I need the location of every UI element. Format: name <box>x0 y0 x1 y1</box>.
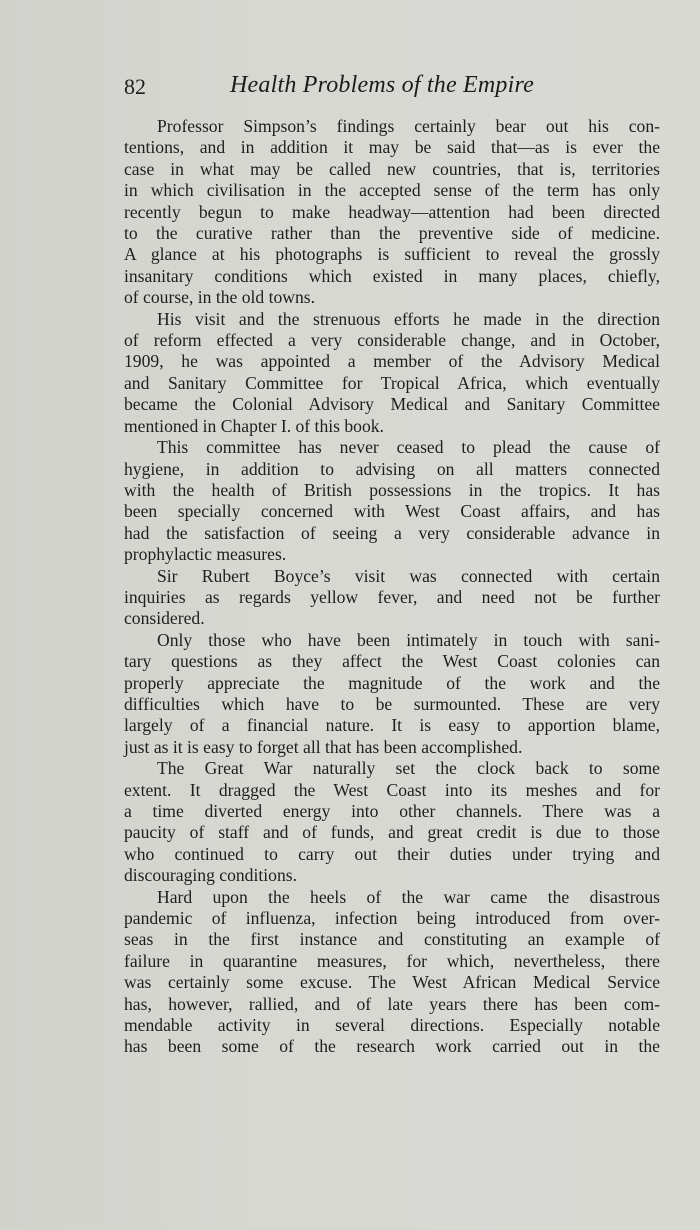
paragraph <box>124 116 660 309</box>
text-line: considered. <box>124 608 205 629</box>
text-line: just as it is easy to forget all that has been accomplished. <box>124 736 523 757</box>
text-line: recently begun to make headway—attention had been directed <box>124 201 660 222</box>
text-line: mentioned in Chapter I. of this book. <box>124 415 384 436</box>
paragraph <box>124 309 660 437</box>
text-line: to the curative rather than the preventive side of medicine. <box>124 223 660 244</box>
text-line: of course, in the old towns. <box>124 287 316 308</box>
text-line: with the health of British possessions in the tropics. It has <box>124 479 660 500</box>
text-line: pandemic of influenza, infection being introduced from over- <box>124 908 660 929</box>
text-line: had the satisfaction of seeing a very considerable advance in <box>124 522 660 543</box>
text-line: tentions, and in addition it may be said that—as is ever the <box>124 137 660 158</box>
paragraph <box>124 566 660 630</box>
text-line: in which civilisation in the accepted sense of the term has only <box>124 180 660 201</box>
text-line: Sir Rubert Boyce’s visit was connected with certain <box>157 565 660 586</box>
text-line: was certainly some excuse. The West African Medical Service <box>124 972 660 993</box>
text-line: has been some of the research work carried out in the <box>124 1036 660 1057</box>
paragraph <box>124 887 660 1058</box>
text-line: Hard upon the heels of the war came the disastrous <box>157 886 660 907</box>
running-title: Health Problems of the Empire <box>230 72 534 98</box>
paragraph <box>124 630 660 758</box>
page-header <box>124 70 564 110</box>
text-line: The Great War naturally set the clock back to some <box>157 758 660 779</box>
text-line: been specially concerned with West Coast affairs, and has <box>124 501 660 522</box>
text-line: A glance at his photographs is sufficient to reveal the grossly <box>124 244 660 265</box>
text-line: Only those who have been intimately in touch with sani- <box>157 629 660 650</box>
text-line: difficulties which have to be surmounted. These are very <box>124 693 660 714</box>
text-line: and Sanitary Committee for Tropical Africa, which eventually <box>124 372 660 393</box>
text-line: discouraging conditions. <box>124 865 297 886</box>
text-line: paucity of staff and of funds, and great credit is due to those <box>124 822 660 843</box>
text-line: This committee has never ceased to plead the cause of <box>157 437 660 458</box>
text-line: 1909, he was appointed a member of the Advisory Medical <box>124 351 660 372</box>
text-line: Professor Simpson’s findings certainly bear out his con- <box>157 116 660 136</box>
text-line: of reform effected a very considerable change, and in October, <box>124 330 660 351</box>
text-line: failure in quarantine measures, for which, nevertheless, there <box>124 950 660 971</box>
text-line: hygiene, in addition to advising on all matters connected <box>124 458 660 479</box>
text-line: who continued to carry out their duties under trying and <box>124 843 660 864</box>
text-line: mendable activity in several directions. Especially notable <box>124 1015 660 1036</box>
page-number: 82 <box>124 74 146 99</box>
text-line: case in what may be called new countries, that is, territories <box>124 158 660 179</box>
text-line: prophylactic measures. <box>124 544 287 565</box>
text-line: extent. It dragged the West Coast into its meshes and for <box>124 779 660 800</box>
paragraph <box>124 758 660 886</box>
text-line: largely of a financial nature. It is easy to apportion blame, <box>124 715 660 736</box>
text-line: has, however, rallied, and of late years there has been com- <box>124 993 660 1014</box>
text-line: seas in the first instance and constituting an example of <box>124 929 660 950</box>
text-line: inquiries as regards yellow fever, and need not be further <box>124 586 660 607</box>
text-line: tary questions as they affect the West Coast colonies can <box>124 651 660 672</box>
paragraph <box>124 437 660 565</box>
text-line: a time diverted energy into other channels. There was a <box>124 801 660 821</box>
text-line: became the Colonial Advisory Medical and Sanitary Committee <box>124 394 660 415</box>
body-text <box>124 116 660 1058</box>
text-line: His visit and the strenuous efforts he made in the direction <box>157 308 660 329</box>
text-line: properly appreciate the magnitude of the work and the <box>124 672 660 693</box>
text-line: insanitary conditions which existed in many places, chiefly, <box>124 265 660 286</box>
